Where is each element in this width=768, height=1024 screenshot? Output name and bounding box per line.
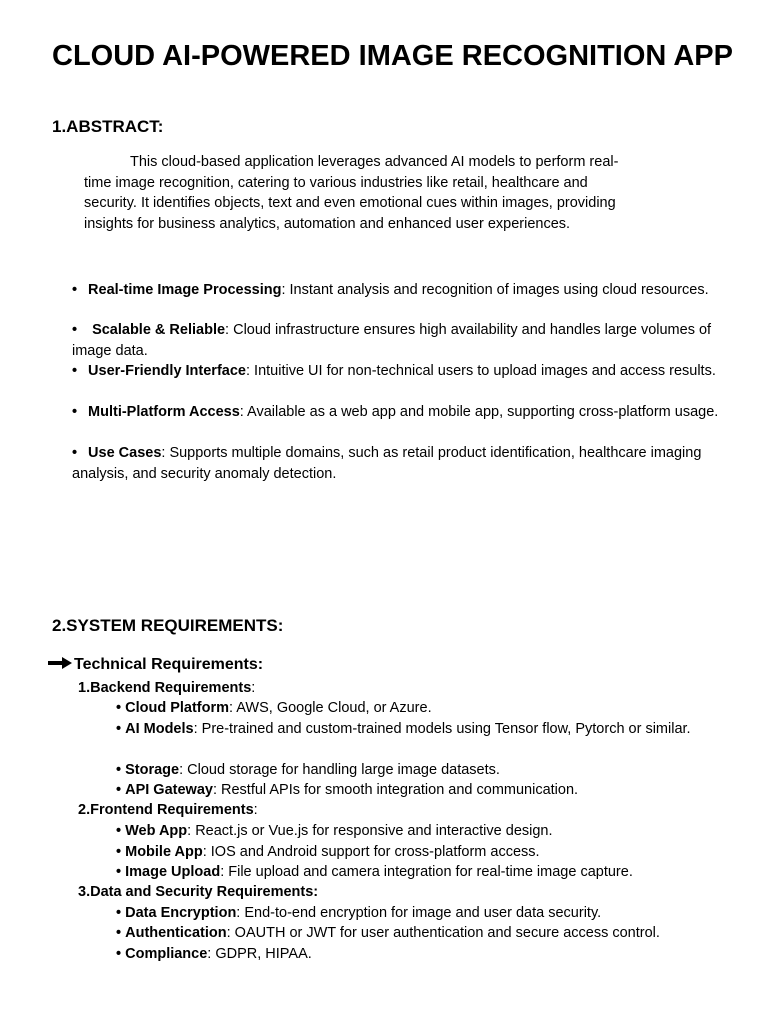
abstract-paragraph — [84, 152, 644, 234]
bullet-icon: • — [116, 721, 122, 737]
bullet-icon: • — [116, 762, 122, 778]
abstract-heading: 1.ABSTRACT: — [52, 117, 164, 136]
backend-item: • AI Models: Pre-trained and custom-trained models using Tensor flow, Pytorch or similar. — [116, 721, 691, 737]
bullet-icon: • — [72, 322, 78, 338]
frontend-item: • Mobile App: IOS and Android support for cross-platform access. — [116, 844, 540, 860]
feature-label: Multi-Platform Access — [88, 404, 240, 420]
backend-item: • Storage: Cloud storage for handling large image datasets. — [116, 762, 500, 778]
bullet-icon: • — [116, 782, 122, 798]
feature-label: Use Cases — [88, 445, 162, 461]
frontend-heading: 2.Frontend Requirements: — [78, 802, 258, 818]
arrow-right-icon — [48, 656, 74, 674]
backend-heading: 1.Backend Requirements: — [78, 680, 256, 696]
page-title: CLOUD AI-POWERED IMAGE RECOGNITION APP — [52, 40, 733, 72]
bullet-icon: • — [72, 282, 78, 298]
bullet-icon: • — [116, 700, 122, 716]
abstract-text: This cloud-based application leverages advanced AI models to perform real-time image recognition, catering to various industries like retail, healthcare and security. It identifies objects, text and even emotional cues within images, providing insights for business analytics, automation and enhanced user experiences. — [84, 154, 619, 232]
feature-item — [72, 280, 737, 301]
security-heading: 3.Data and Security Requirements: — [78, 884, 319, 900]
backend-item: • API Gateway: Restful APIs for smooth integration and communication. — [116, 782, 579, 798]
bullet-icon: • — [116, 823, 122, 839]
system-requirements-heading: 2.SYSTEM REQUIREMENTS: — [52, 616, 284, 635]
feature-text: : Cloud infrastructure ensures high availability and handles large volumes of image data. — [72, 322, 712, 359]
feature-text: : Available as a web app and mobile app, supporting cross-platform usage. — [239, 404, 719, 420]
bullet-icon: • — [116, 864, 122, 880]
technical-requirements-heading — [48, 656, 263, 674]
feature-item — [72, 443, 737, 485]
bullet-icon: • — [116, 946, 122, 962]
feature-label: Scalable & Reliable — [92, 322, 226, 338]
feature-label: Real-time Image Processing — [88, 282, 282, 298]
security-item: • Compliance: GDPR, HIPAA. — [116, 946, 312, 962]
feature-label: User-Friendly Interface — [88, 363, 246, 379]
security-item: • Authentication: OAUTH or JWT for user authentication and secure access control. — [116, 925, 660, 941]
backend-item: • Cloud Platform: AWS, Google Cloud, or Azure. — [116, 700, 432, 716]
bullet-icon: • — [72, 363, 78, 379]
feature-text: : Supports multiple domains, such as retail product identification, healthcare imaging analysis, and security anomaly detection. — [72, 445, 702, 482]
bullet-icon: • — [116, 844, 122, 860]
feature-item — [72, 402, 737, 423]
technical-requirements-label: Technical Requirements: — [74, 656, 264, 674]
security-item: • Data Encryption: End-to-end encryption for image and user data security. — [116, 905, 602, 921]
bullet-icon: • — [72, 404, 78, 420]
bullet-icon: • — [116, 905, 122, 921]
feature-text: : Instant analysis and recognition of images using cloud resources. — [281, 282, 709, 298]
bullet-icon: • — [116, 925, 122, 941]
feature-text: : Intuitive UI for non-technical users to upload images and access results. — [245, 363, 716, 379]
bullet-icon: • — [72, 445, 78, 461]
frontend-item: • Image Upload: File upload and camera integration for real-time image capture. — [116, 864, 633, 880]
frontend-item: • Web App: React.js or Vue.js for responsive and interactive design. — [116, 823, 553, 839]
feature-item — [72, 361, 737, 382]
feature-item — [72, 320, 737, 362]
